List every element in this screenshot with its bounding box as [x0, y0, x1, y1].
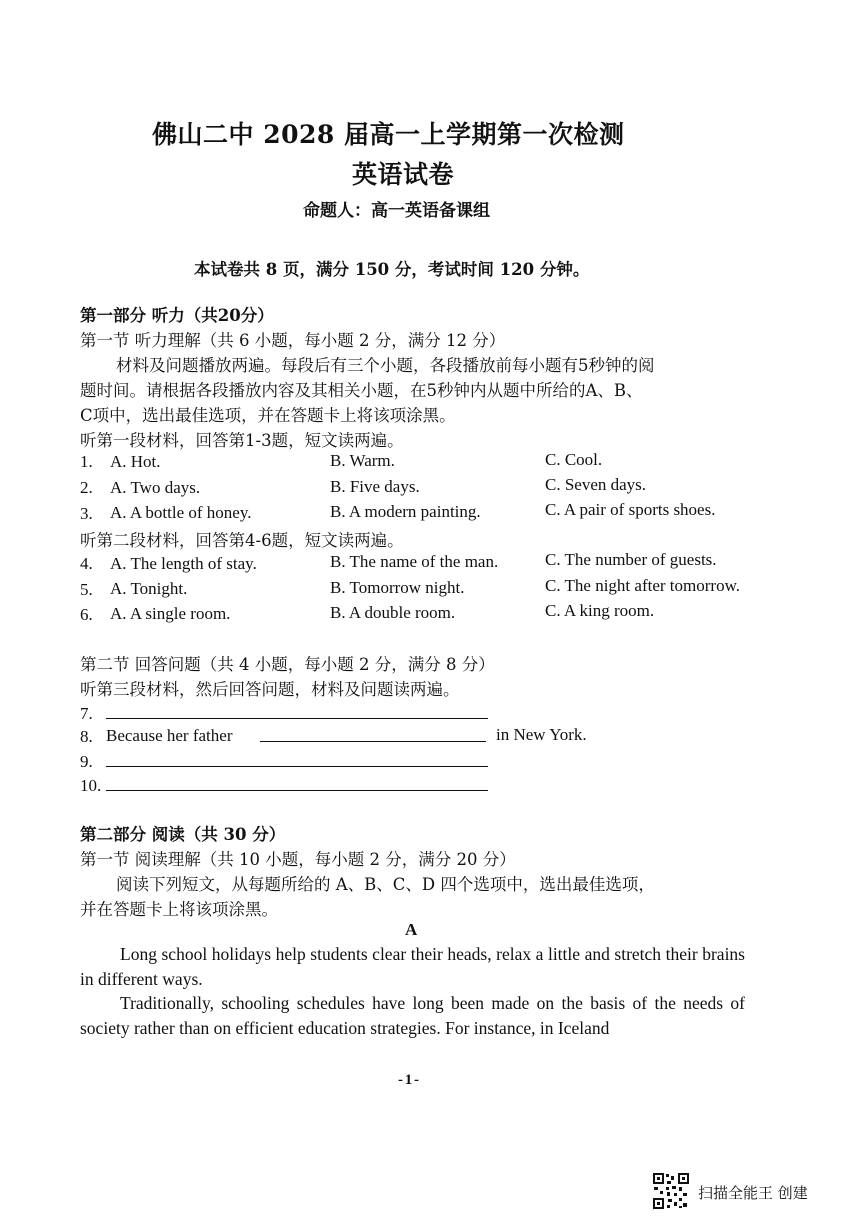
scanner-watermark: 扫描全能王 创建 [698, 1184, 808, 1202]
option-b: B. Tomorrow night. [330, 578, 465, 597]
option-c: C. The number of guests. [545, 550, 717, 569]
part1-section1-heading: 第一节 听力理解（共 6 小题，每小题 2 分，满分 12 分） [80, 331, 506, 350]
paragraph-1-text: Long school holidays help students clear their heads, relax a little and stretch their brains in different ways. [80, 944, 745, 989]
qr-code-icon [652, 1172, 690, 1210]
option-c: C. A king room. [545, 601, 655, 620]
part2-heading: 第二部分 阅读（共 30 分） [80, 825, 286, 844]
part2-section1-heading: 第一节 阅读理解（共 10 小题，每小题 2 分，满分 20 分） [80, 850, 516, 869]
exam-author: 命题人：高一英语备课组 [303, 201, 490, 221]
passage-label: A [405, 920, 418, 939]
option-c: C. A pair of sports shoes. [545, 500, 716, 519]
answer-prefix: Because her father [106, 726, 233, 745]
question-number: 1. [80, 452, 93, 471]
option-b: B. The name of the man. [330, 552, 499, 571]
answer-suffix: in New York. [496, 725, 587, 744]
option-a: A. The length of stay. [110, 554, 257, 573]
part1-section2-intro: 听第三段材料，然后回答问题，材料及问题读两遍。 [80, 680, 460, 699]
option-c: C. The night after tomorrow. [545, 576, 740, 595]
passage-paragraph-1 [80, 942, 745, 992]
option-c: C. Seven days. [545, 475, 647, 494]
part1-section2-heading: 第二节 回答问题（共 4 小题，每小题 2 分，满分 8 分） [80, 655, 495, 674]
part1-instructions-1: 材料及问题播放两遍。每段后有三个小题，各段播放前每小题有5秒钟的阅 [116, 356, 655, 375]
option-a: A. Tonight. [110, 579, 188, 598]
part1-instructions-3: C项中，选出最佳选项，并在答题卡上将该项涂黑。 [80, 406, 456, 425]
question-number: 5. [80, 580, 93, 599]
paragraph-2-text: Traditionally, schooling schedules have long been made on the basis of the needs of society rather than on efficient education strategies. For instance, in Iceland [80, 993, 745, 1038]
option-b: B. A modern painting. [330, 502, 481, 521]
part1-instructions-2: 题时间。请根据各段播放内容及其相关小题，在5秒钟内从题中所给的A、B、 [80, 381, 643, 400]
option-b: B. Five days. [330, 477, 420, 496]
option-b: B. A double room. [330, 603, 456, 622]
answer-number: 8. [80, 727, 93, 746]
question-number: 2. [80, 478, 93, 497]
option-a: A. A bottle of honey. [110, 503, 252, 522]
passage2-intro: 听第二段材料，回答第4-6题，短文读两遍。 [80, 531, 404, 550]
option-a: A. A single room. [110, 604, 231, 623]
answer-number: 7. [80, 704, 93, 723]
answer-line[interactable] [106, 790, 488, 791]
part2-instructions-1: 阅读下列短文，从每题所给的 A、B、C、D 四个选项中，选出最佳选项， [116, 875, 655, 894]
question-number: 4. [80, 554, 93, 573]
exam-subject: 英语试卷 [352, 160, 455, 189]
answer-number: 9. [80, 752, 93, 771]
answer-line[interactable] [260, 741, 486, 742]
option-b: B. Warm. [330, 451, 395, 470]
answer-line[interactable] [106, 718, 488, 719]
option-a: A. Hot. [110, 452, 161, 471]
exam-title: 佛山二中 2028 届高一上学期第一次检测 [152, 120, 625, 149]
option-a: A. Two days. [110, 478, 201, 497]
question-number: 3. [80, 504, 93, 523]
part2-instructions-2: 并在答题卡上将该项涂黑。 [80, 900, 278, 919]
option-c: C. Cool. [545, 450, 603, 469]
question-number: 6. [80, 605, 93, 624]
part1-heading: 第一部分 听力（共20分） [80, 306, 274, 325]
exam-info: 本试卷共 8 页，满分 150 分，考试时间 120 分钟。 [194, 260, 590, 279]
answer-line[interactable] [106, 766, 488, 767]
answer-number: 10. [80, 776, 102, 795]
page-number: - 1 - [398, 1072, 418, 1088]
passage-paragraph-2 [80, 991, 745, 1041]
passage1-intro: 听第一段材料，回答第1-3题，短文读两遍。 [80, 431, 404, 450]
